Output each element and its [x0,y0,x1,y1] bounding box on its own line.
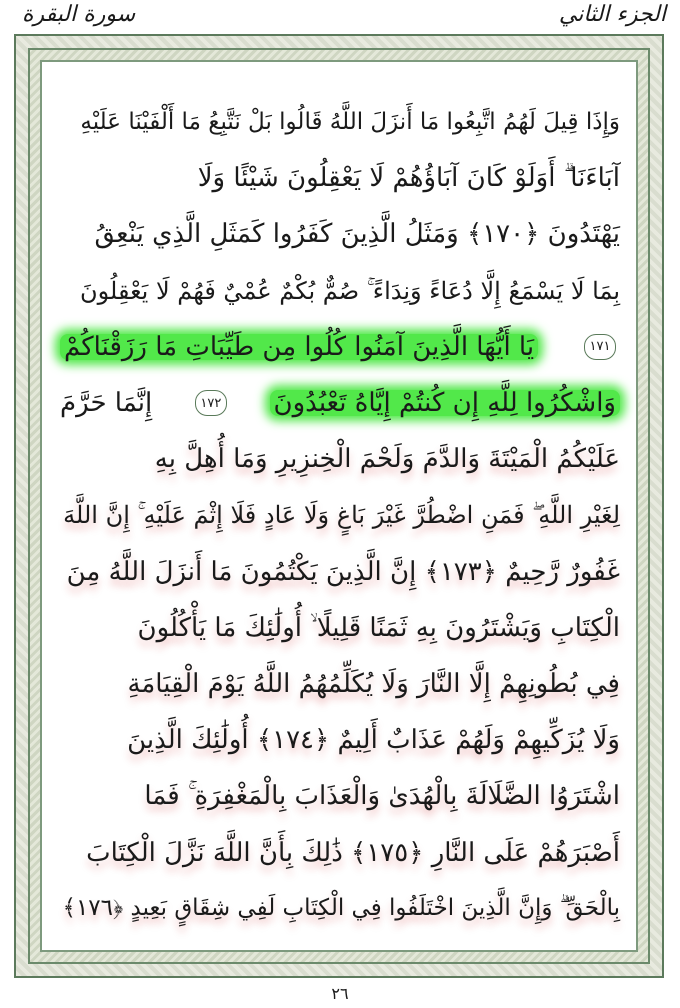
text-line-6 [60,375,620,431]
page-number: ٢٦ [331,984,349,1003]
text-line-12: وَلَا يُزَكِّيهِمْ وَلَهُمْ عَذَابٌ أَلِيمٌ ﴿١٧٤﴾ أُولَٰئِكَ الَّذِينَ [127,725,620,756]
juz-title: الجزء الثاني [558,2,666,27]
highlighted-verse-part-2: وَاشْكُرُوا لِلَّهِ إِن كُنتُمْ إِيَّاهُ تَعْبُدُونَ [270,390,620,416]
text-line-5 [60,319,620,375]
ayah-marker-172: ١٧٢ [195,390,227,416]
page-header [0,0,680,36]
text-line-14: أَصْبَرَهُمْ عَلَى النَّارِ ﴿١٧٥﴾ ذَٰلِكَ بِأَنَّ اللَّهَ نَزَّلَ الْكِتَابَ [86,837,620,868]
text-line-15: بِالْحَقِّ ۗ وَإِنَّ الَّذِينَ اخْتَلَفُوا فِي الْكِتَابِ لَفِي شِقَاقٍ بَعِيدٍ ﴿١٧٦﴾ [62,895,620,922]
text-line-2: آبَاءَنَا ۗ أَوَلَوْ كَانَ آبَاؤُهُمْ لَا يَعْقِلُونَ شَيْئًا وَلَا [197,163,620,194]
text-line-6-rest: إِنَّمَا حَرَّمَ [60,388,153,419]
text-line-11: فِي بُطُونِهِمْ إِلَّا النَّارَ وَلَا يُكَلِّمُهُمُ اللَّهُ يَوْمَ الْقِيَامَةِ [127,668,620,699]
text-line-10: الْكِتَابِ وَيَشْتَرُونَ بِهِ ثَمَنًا قَلِيلًا ۙ أُولَٰئِكَ مَا يَأْكُلُونَ [137,612,620,643]
surah-title: سورة البقرة [22,2,136,27]
text-line-4: بِمَا لَا يَسْمَعُ إِلَّا دُعَاءً وَنِدَاءً ۚ صُمٌّ بُكْمٌ عُمْيٌ فَهُمْ لَا يَعْقِلُونَ [79,276,620,305]
highlighted-verse-part-1: يَا أَيُّهَا الَّذِينَ آمَنُوا كُلُوا مِن طَيِّبَاتِ مَا رَزَقْنَاكُمْ [60,334,538,360]
text-line-3: يَهْتَدُونَ ﴿١٧٠﴾ وَمَثَلُ الَّذِينَ كَفَرُوا كَمَثَلِ الَّذِي يَنْعِقُ [94,219,620,250]
ayah-marker-171: ١٧١ [584,334,616,360]
text-line-9: غَفُورٌ رَّحِيمٌ ﴿١٧٣﴾ إِنَّ الَّذِينَ يَكْتُمُونَ مَا أَنزَلَ اللَّهُ مِنَ [66,556,620,587]
text-line-7: عَلَيْكُمُ الْمَيْتَةَ وَالدَّمَ وَلَحْمَ الْخِنزِيرِ وَمَا أُهِلَّ بِهِ [154,444,620,475]
text-line-13: اشْتَرَوُا الضَّلَالَةَ بِالْهُدَىٰ وَالْعَذَابَ بِالْمَغْفِرَةِ ۚ فَمَا [144,781,620,812]
quran-text-area [60,94,620,937]
text-line-1: وَإِذَا قِيلَ لَهُمُ اتَّبِعُوا مَا أَنزَلَ اللَّهُ قَالُوا بَلْ نَتَّبِعُ مَا أَلْفَيْنَا عَلَيْهِ [80,108,620,135]
text-line-8: لِغَيْرِ اللَّهِ ۖ فَمَنِ اضْطُرَّ غَيْرَ بَاغٍ وَلَا عَادٍ فَلَا إِثْمَ عَلَيْهِ ۚ إِنَّ اللَّهَ [63,501,620,530]
